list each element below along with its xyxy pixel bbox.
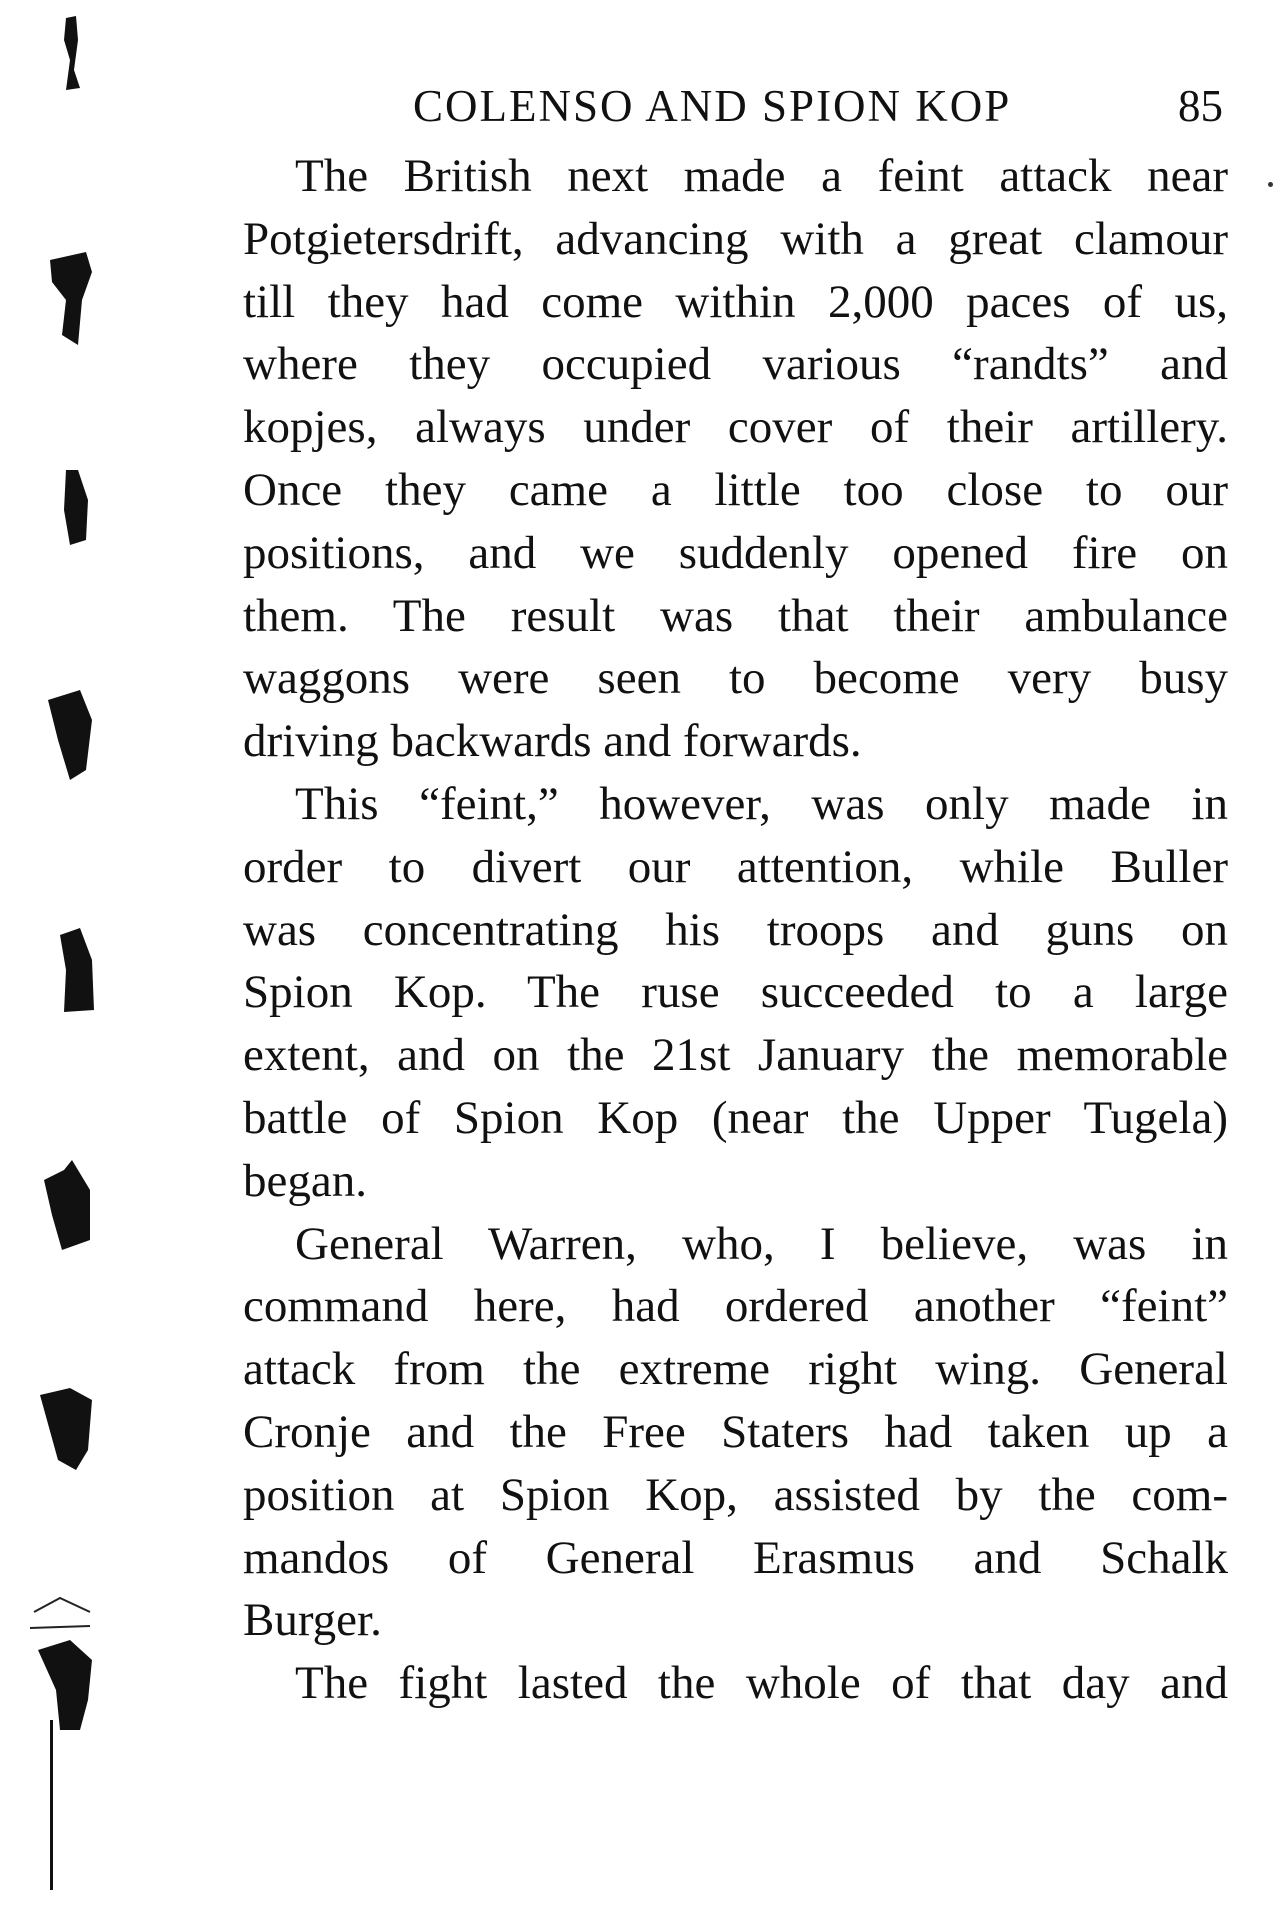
text-line: position at Spion Kop, assisted by the com- [243, 1468, 1228, 1521]
text-line: Spion Kop. The ruse succeeded to a large [243, 966, 1228, 1019]
text-line: The British next made a feint attack near [295, 150, 1228, 202]
page-number: 85 [1178, 81, 1223, 131]
text-line: This “feint,” however, was only made in [295, 777, 1228, 830]
ink-speck [1268, 182, 1273, 187]
text-line: was concentrating his troops and guns on [243, 903, 1228, 956]
text-line: waggons were seen to become very busy [243, 652, 1228, 705]
text-line: command here, had ordered another “feint” [243, 1280, 1228, 1333]
text-line: Cronje and the Free Staters had taken up a [243, 1405, 1228, 1458]
text-line: Once they came a little too close to our [243, 463, 1228, 516]
text-line: where they occupied various “randts” and [243, 338, 1228, 391]
binding-stitch-marks [0, 0, 120, 1907]
text-line: driving backwards and forwards. [243, 715, 862, 768]
text-line: kopjes, always under cover of their artillery. [243, 401, 1228, 454]
text-line: Potgietersdrift, advancing with a great clamour [243, 212, 1228, 265]
text-line: attack from the extreme right wing. General [243, 1343, 1228, 1396]
text-line: mandos of General Erasmus and Schalk [243, 1531, 1228, 1584]
text-line: The fight lasted the whole of that day and [295, 1657, 1228, 1710]
binding-marks-graphic [0, 0, 120, 1907]
text-line: positions, and we suddenly opened fire on [243, 526, 1228, 579]
text-line: battle of Spion Kop (near the Upper Tugela) [243, 1091, 1228, 1144]
text-line: order to divert our attention, while Buller [243, 840, 1228, 893]
body-text [243, 145, 1228, 1715]
text-line: them. The result was that their ambulance [243, 589, 1228, 642]
running-head [413, 80, 1223, 140]
text-line: extent, and on the 21st January the memorable [243, 1029, 1228, 1082]
text-line: Burger. [243, 1594, 382, 1647]
text-line: General Warren, who, I believe, was in [295, 1217, 1228, 1270]
text-line: began. [243, 1154, 367, 1207]
text-line: till they had come within 2,000 paces of us, [243, 275, 1228, 328]
running-head-title: COLENSO AND SPION KOP [413, 81, 1012, 131]
